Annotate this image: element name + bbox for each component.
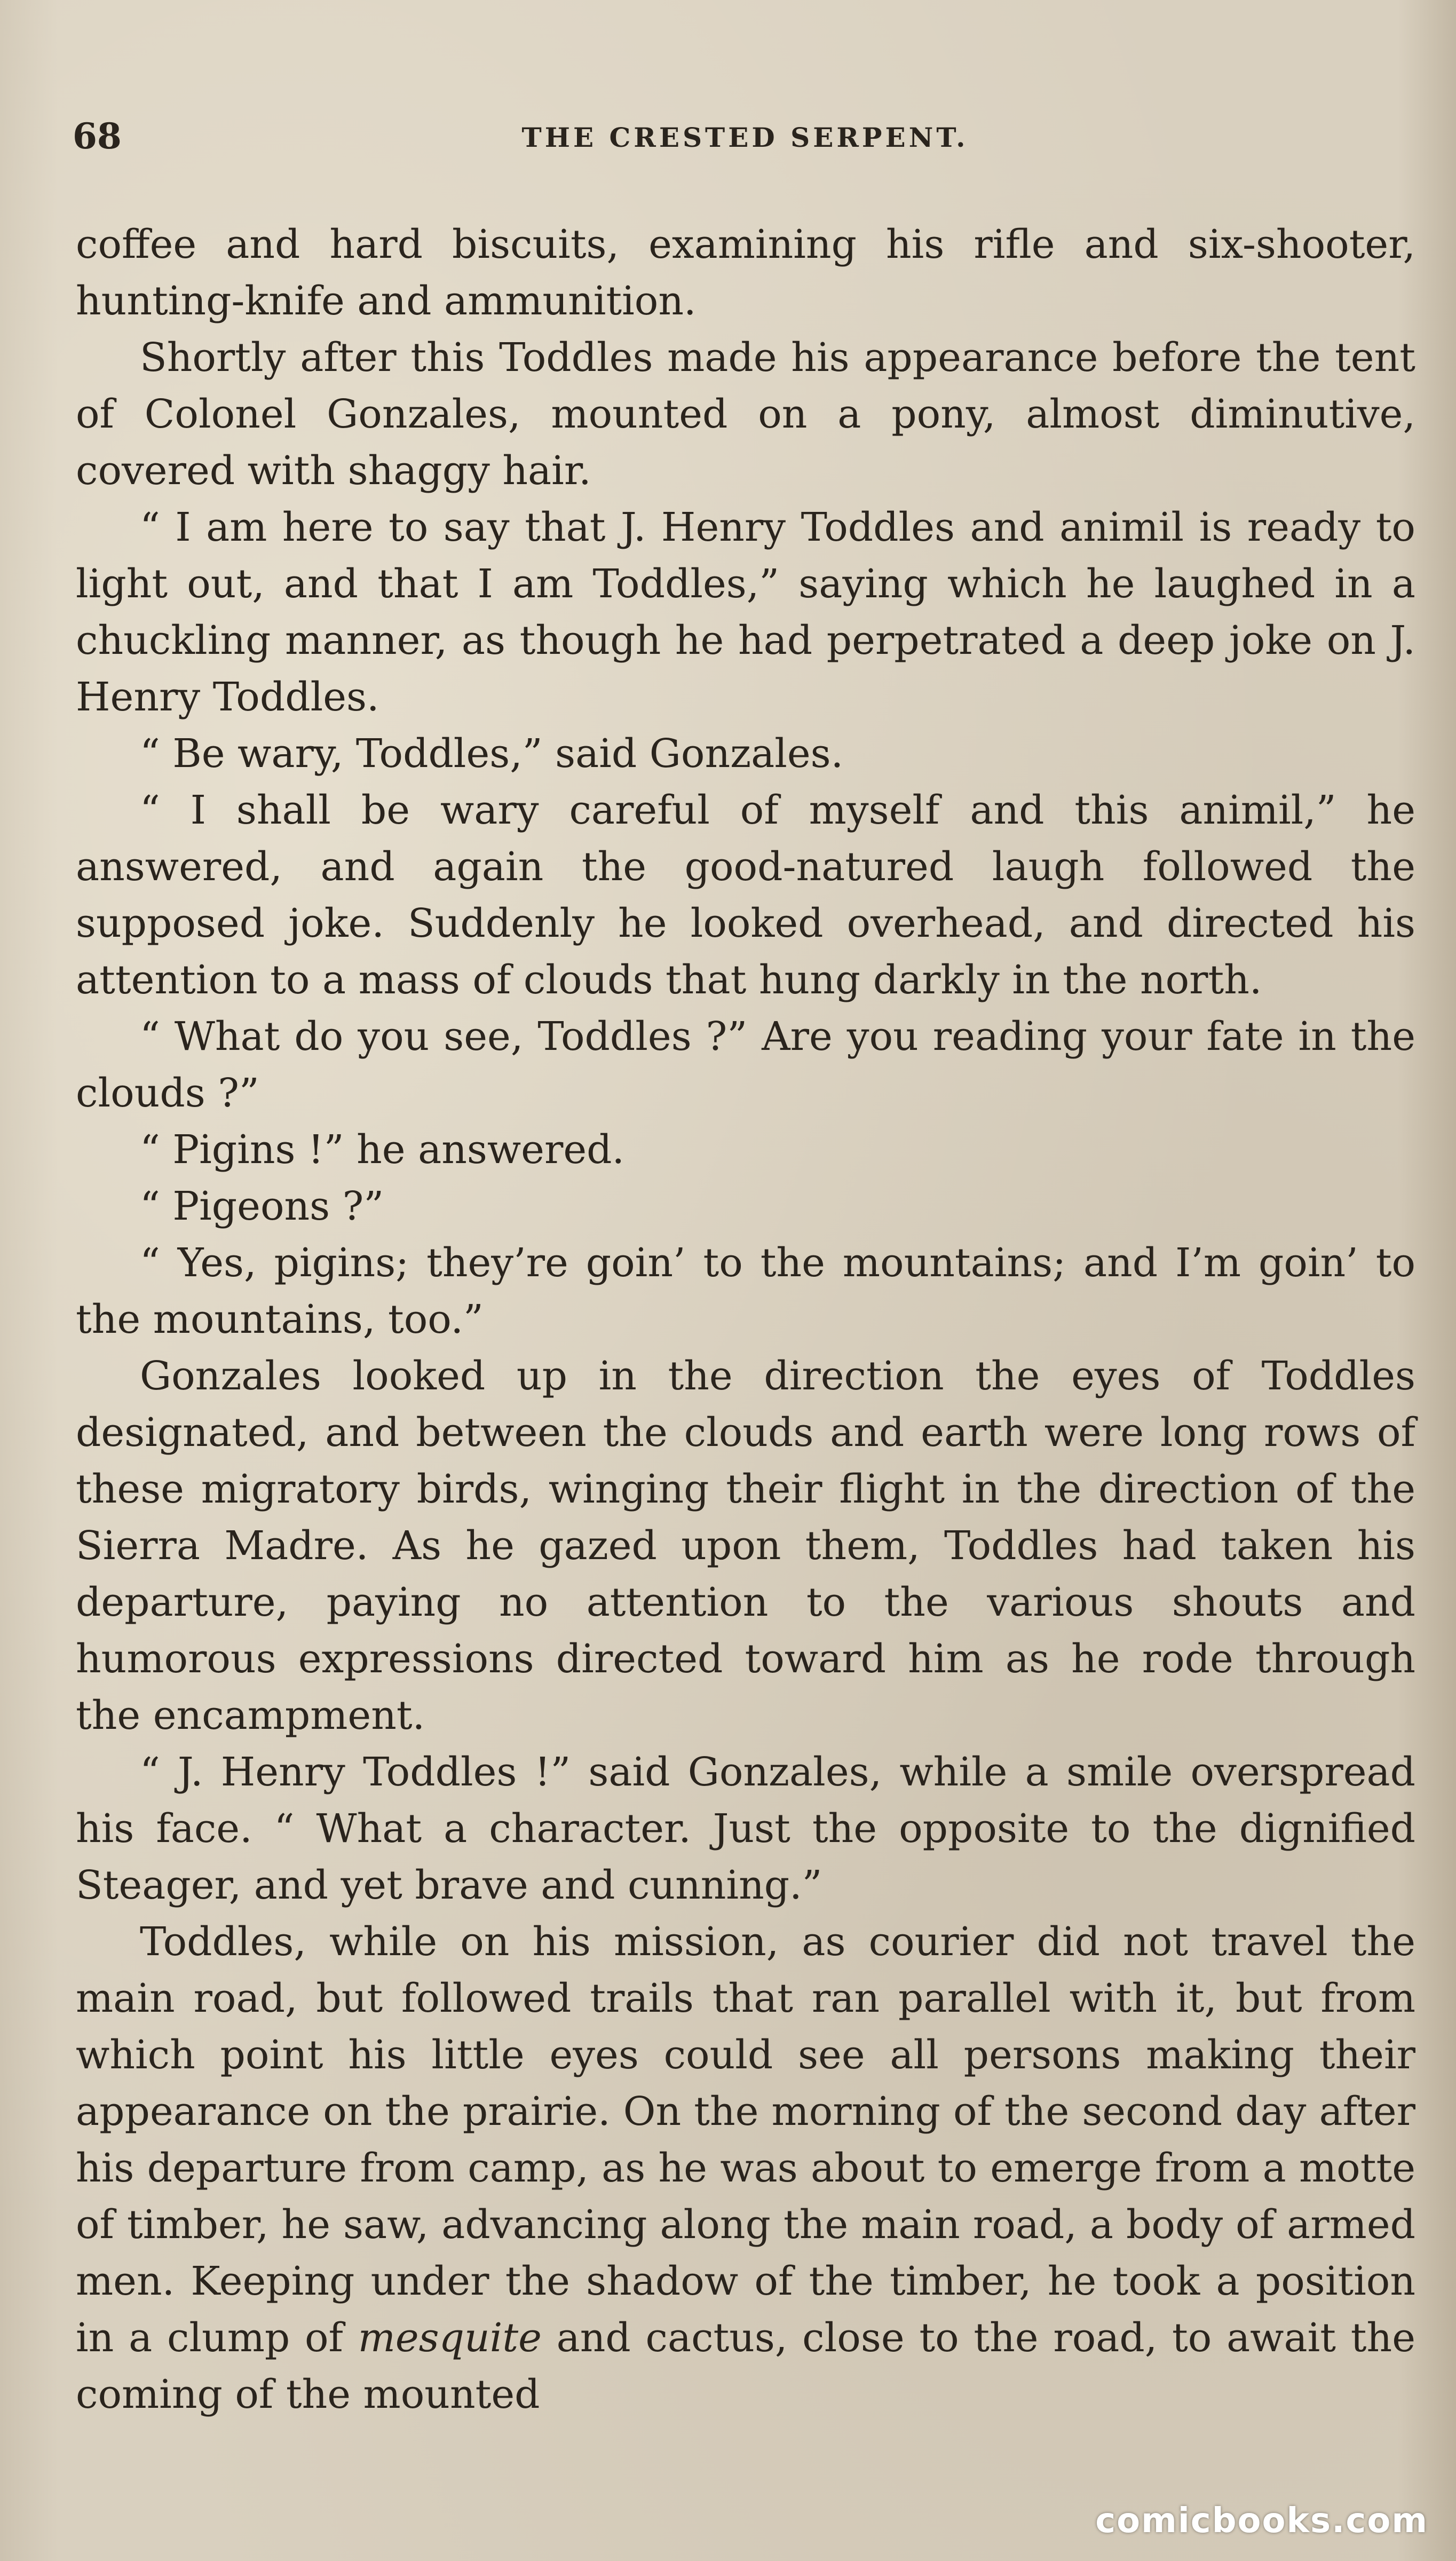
paragraph-7: “ Pigins !” he answered.: [140, 1127, 625, 1173]
paragraph-6: “ What do you see, Toddles ?” Are you reading your fate in the clouds ?”: [76, 1014, 1415, 1116]
paragraph-12: [76, 1914, 1415, 2423]
paragraph-1: coffee and hard biscuits, examining his rifle and six-shooter, hunting-knife and ammunition.: [76, 222, 1415, 324]
paragraph-12-text-after: and cactus, close to the road, to await the coming of the mounted: [76, 2315, 1415, 2417]
page-header: [73, 115, 1418, 168]
paragraph-12-italic: mesquite: [358, 2315, 542, 2361]
running-head: THE CRESTED SERPENT.: [521, 122, 969, 153]
paragraph-8: “ Pigeons ?”: [140, 1183, 384, 1229]
page-number: 68: [73, 115, 122, 157]
paragraph-9: “ Yes, pigins; they’re goin’ to the mountains; and I’m goin’ to the mountains, too.”: [76, 1240, 1415, 1342]
paragraph-11: “ J. Henry Toddles !” said Gonzales, while a smile overspread his face. “ What a character. Just the opposite to the dignified Steager, and yet brave and cunning.”: [76, 1749, 1415, 1908]
paragraph-2: Shortly after this Toddles made his appearance before the tent of Colonel Gonzales, mounted on a pony, almost diminutive, covered with shaggy hair.: [76, 335, 1415, 494]
watermark: comicbooks.com: [1095, 2501, 1428, 2541]
paragraph-3: “ I am here to say that J. Henry Toddles and animil is ready to light out, and that I am Toddles,” saying which he laughed in a chuckling manner, as though he had perpetrated a deep joke on J. Henry Toddles.: [76, 504, 1415, 720]
paragraph-10: Gonzales looked up in the direction the eyes of Toddles designated, and between the clouds and earth were long rows of these migratory birds, winging their flight in the direction of the Sierra Madre. As he gazed upon them, Toddles had taken his departure, paying no attention to the various shouts and humorous expressions directed toward him as he rode through the encampment.: [76, 1353, 1415, 1738]
paragraph-5: “ I shall be wary careful of myself and this animil,” he answered, and again the good-natured laugh followed the supposed joke. Suddenly he looked overhead, and directed his attention to a mass of clouds that hung darkly in the north.: [76, 787, 1415, 1003]
paragraph-4: “ Be wary, Toddles,” said Gonzales.: [140, 731, 844, 777]
paragraph-12-text-before: Toddles, while on his mission, as courier did not travel the main road, but followed trails that ran parallel with it, but from which point his little eyes could see all persons making their appearance on the prairie. On the morning of the second day after his departure from camp, as he was about to emerge from a motte of timber, he saw, advancing along the main road, a body of armed men. Keeping under the shadow of the timber, he took a position in a clump of: [76, 1919, 1415, 2361]
body-text: [76, 216, 1415, 2423]
